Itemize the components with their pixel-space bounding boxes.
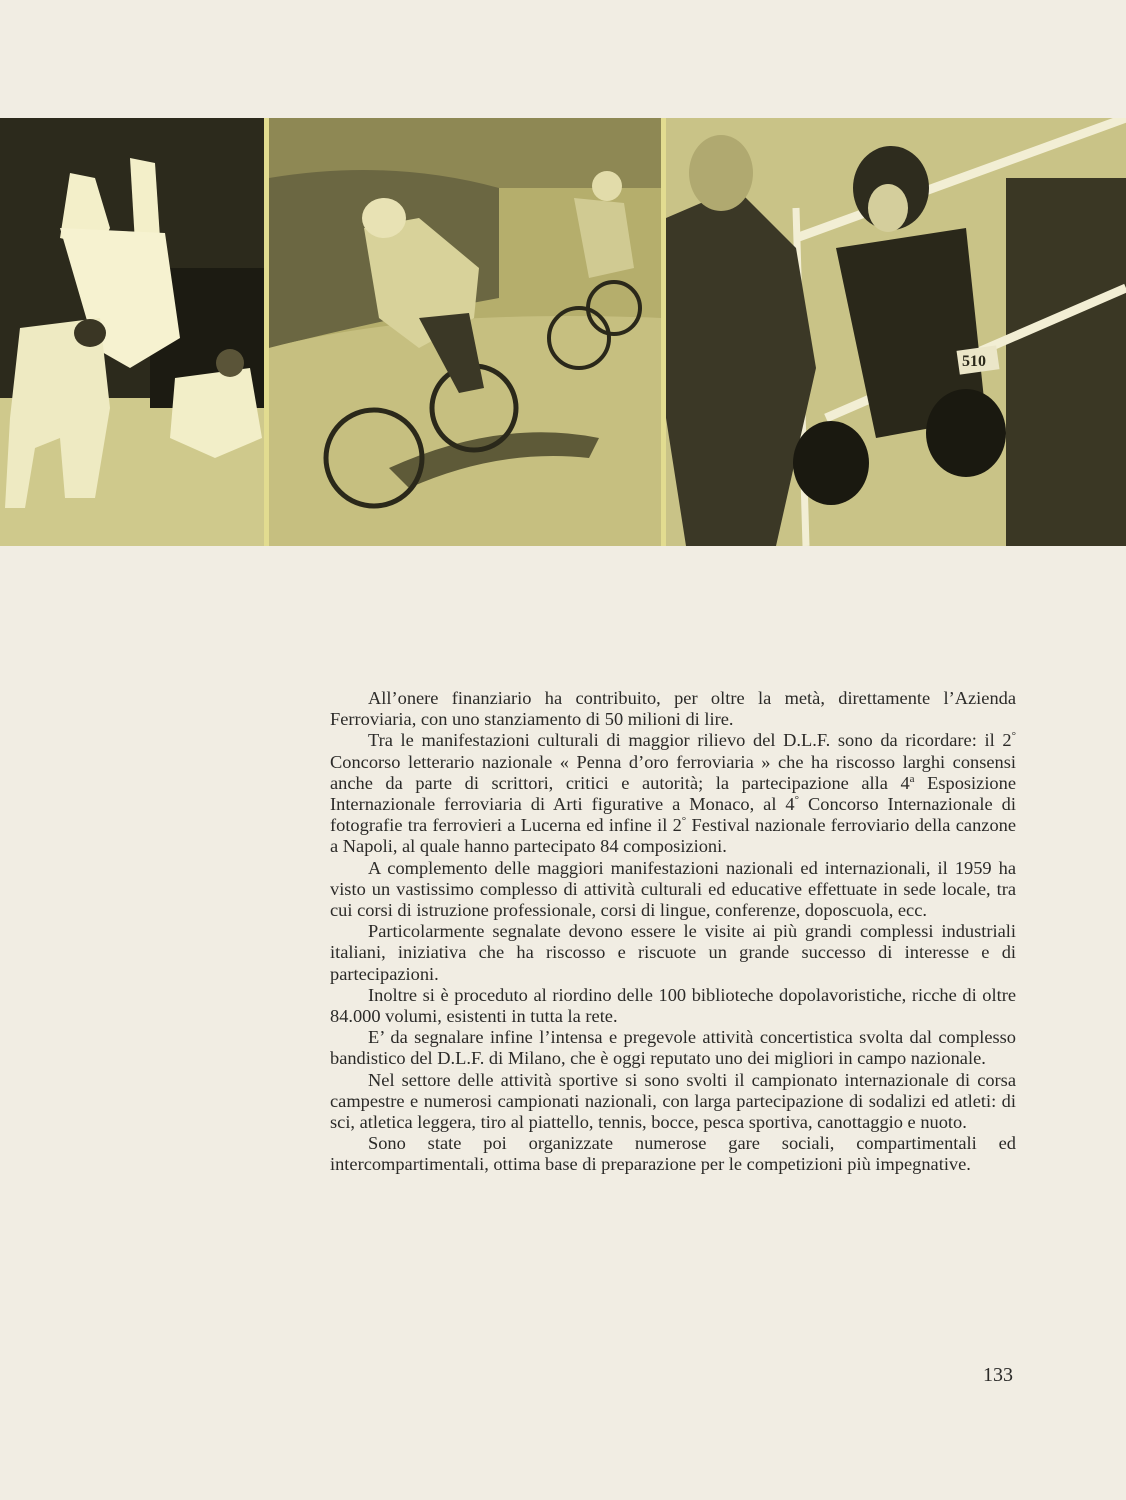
paragraph: A complemento delle maggiori manifestazioni nazionali ed internazionali, il 1959 ha visto un vastissimo complesso di attività culturali ed educative effettuate in sede locale, tra cui corsi di istruzione professionale, corsi di lingue, conferenze, doposcuola, ecc. [330, 857, 1016, 921]
photo-strip [0, 118, 1126, 546]
article-body [330, 688, 1016, 1176]
judo-photo [0, 118, 264, 546]
boxing-photo [666, 118, 1126, 546]
paragraph: Sono state poi organizzate numerose gare sociali, compartimentali ed intercompartimentali, ottima base di preparazione per le competizioni più impegnative. [330, 1133, 1016, 1175]
paragraph: All’onere finanziario ha contribuito, per oltre la metà, direttamente l’Azienda Ferroviaria, con uno stanziamento di 50 milioni di lire. [330, 688, 1016, 730]
paragraph: Nel settore delle attività sportive si sono svolti il campionato internazionale di corsa campestre e numerosi campionati nazionali, con larga partecipazione di sodalizi ed atleti: di sci, atletica leggera, tiro al piattello, tennis, bocce, pesca sportiva, canottaggio e nuoto. [330, 1069, 1016, 1133]
boxer-number: 510 [962, 353, 986, 370]
paragraph: Particolarmente segnalate devono essere le visite ai più grandi complessi industriali italiani, iniziativa che ha riscosso e riscuote un grande successo di interesse e di partecipazioni. [330, 921, 1016, 984]
paragraph: Tra le manifestazioni culturali di maggior rilievo del D.L.F. sono da ricordare: il 2° Concorso letterario nazionale « Penna d’oro ferroviaria » che ha riscosso larghi consensi anche da parte di scrittori, critici e autorità; la partecipazione alla 4$^a$ Esposizione Internazionale ferroviaria di Arti figurative a Monaco, al 4° Concorso Internazionale di fotografie tra ferrovieri a Lucerna ed infine il 2° Festival nazionale ferroviario della canzone a Napoli, al quale hanno partecipato 84 composizioni. [330, 730, 1016, 857]
cycling-photo [269, 118, 661, 546]
page-number: 133 [983, 1364, 1013, 1386]
paragraph: Inoltre si è proceduto al riordino delle 100 biblioteche dopolavoristiche, ricche di oltre 84.000 volumi, esistenti in tutta la rete. [330, 984, 1016, 1027]
paragraph: E’ da segnalare infine l’intensa e pregevole attività concertistica svolta dal complesso bandistico del D.L.F. di Milano, che è oggi reputato uno dei migliori in campo nazionale. [330, 1027, 1016, 1069]
